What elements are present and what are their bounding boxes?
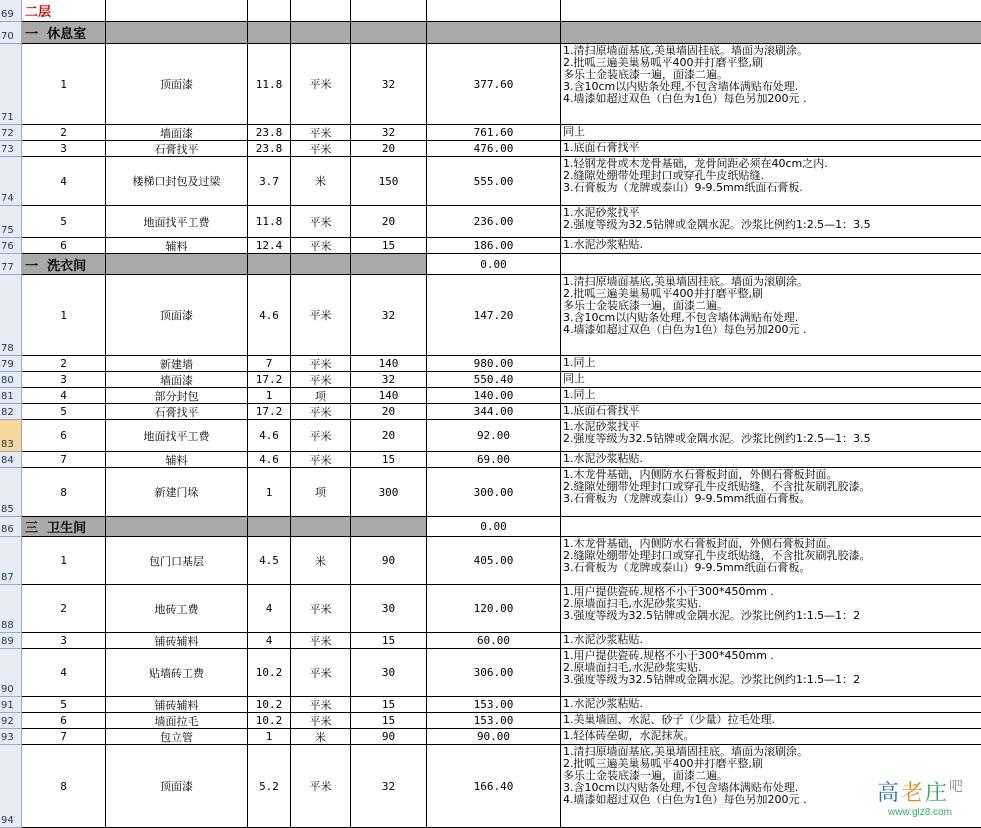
quantity[interactable]: 23.8 [248, 125, 291, 141]
description-line: 多乐士金装底漆一遍，面漆二遍。 [563, 769, 728, 782]
item-number[interactable]: 4 [22, 649, 106, 697]
unit[interactable]: 平米 [291, 275, 351, 356]
amount[interactable]: 147.20 [427, 275, 561, 356]
watermark-logo [861, 776, 979, 818]
section-number: 三 [25, 521, 39, 536]
unit[interactable]: 项 [291, 468, 351, 517]
item-name[interactable]: 贴墙砖工费 [106, 649, 248, 697]
amount[interactable]: 153.00 [427, 713, 561, 729]
amount[interactable]: 60.00 [427, 633, 561, 649]
unit-price[interactable]: 32 [351, 275, 427, 356]
unit-price[interactable]: 300 [351, 468, 427, 517]
quantity[interactable]: 12.4 [248, 238, 291, 254]
amount[interactable]: 550.40 [427, 372, 561, 388]
quantity[interactable]: 1 [248, 468, 291, 517]
description[interactable] [561, 697, 981, 713]
description-line: 2.缝隙处绷带处理封口或穿孔牛皮纸贴缝. [563, 169, 764, 182]
table-row [0, 420, 981, 452]
amount[interactable]: 69.00 [427, 452, 561, 468]
table-row [0, 729, 981, 745]
table-row [0, 517, 981, 537]
amount[interactable]: 236.00 [427, 206, 561, 238]
item-name[interactable]: 铺砖辅料 [106, 633, 248, 649]
item-number[interactable]: 2 [22, 125, 106, 141]
description-line: 1.清扫原墙面基底,美巢墙固挂底。墙面为滚刷涂。 [563, 275, 808, 288]
unit[interactable]: 项 [291, 388, 351, 404]
amount[interactable]: 476.00 [427, 141, 561, 157]
item-number[interactable]: 3 [22, 141, 106, 157]
item-name[interactable]: 地面找平工费 [106, 420, 248, 452]
unit-price[interactable]: 90 [351, 729, 427, 745]
unit-price[interactable]: 20 [351, 141, 427, 157]
section-name: 卫生间 [47, 521, 87, 536]
item-number[interactable]: 5 [22, 404, 106, 420]
empty-cell[interactable] [106, 517, 248, 537]
row-header[interactable]: 69 [0, 0, 22, 22]
description-line: 3.强度等级为32.5钻牌或金隅水泥。沙浆比例约1:1.5—1：2 [563, 609, 861, 622]
table-row [0, 585, 981, 633]
unit[interactable]: 平米 [291, 745, 351, 828]
quantity[interactable]: 10.2 [248, 713, 291, 729]
unit[interactable]: 平米 [291, 633, 351, 649]
quantity[interactable]: 4.6 [248, 420, 291, 452]
unit[interactable]: 平米 [291, 238, 351, 254]
quantity[interactable]: 17.2 [248, 372, 291, 388]
description[interactable] [561, 238, 981, 254]
item-number[interactable]: 3 [22, 372, 106, 388]
item-name[interactable]: 楼梯口封包及过梁 [106, 157, 248, 206]
section-total[interactable]: 0.00 [427, 254, 561, 275]
unit-price[interactable]: 32 [351, 372, 427, 388]
item-number[interactable]: 6 [22, 713, 106, 729]
quantity[interactable]: 7 [248, 356, 291, 372]
description[interactable] [561, 141, 981, 157]
item-number[interactable]: 3 [22, 633, 106, 649]
description-line: 1.水泥沙浆粘贴. [563, 452, 643, 465]
amount[interactable]: 153.00 [427, 697, 561, 713]
section-name: 休息室 [47, 27, 87, 42]
row-header[interactable]: 91 [0, 697, 22, 713]
description[interactable] [561, 206, 981, 238]
unit-price[interactable]: 15 [351, 697, 427, 713]
description[interactable] [561, 372, 981, 388]
amount[interactable]: 300.00 [427, 468, 561, 517]
description-line: 3.石膏板为（龙牌或泰山）9-9.5mm纸面石膏板。 [563, 492, 811, 505]
amount[interactable]: 377.60 [427, 44, 561, 125]
item-number[interactable]: 4 [22, 388, 106, 404]
unit[interactable]: 平米 [291, 44, 351, 125]
item-name[interactable]: 墙面漆 [106, 372, 248, 388]
floor-title[interactable]: 二层 [22, 0, 106, 22]
description[interactable] [561, 537, 981, 585]
row-header[interactable]: 74 [0, 157, 22, 206]
table-row [0, 22, 981, 44]
empty-cell[interactable] [106, 254, 248, 275]
row-header[interactable]: 86 [0, 517, 22, 537]
unit[interactable]: 平米 [291, 125, 351, 141]
description-line: 1.美巢墙固、水泥、砂子（少量）拉毛处理. [563, 713, 775, 726]
unit-price[interactable]: 32 [351, 125, 427, 141]
unit[interactable]: 平米 [291, 649, 351, 697]
quantity[interactable]: 17.2 [248, 404, 291, 420]
description-line: 2.原墙面扫毛,水泥砂浆实贴. [563, 661, 702, 674]
description-line: 2.缝隙处绷带处理封口或穿孔牛皮纸贴缝，不含批灰刷乳胶漆。 [563, 480, 871, 493]
description-line: 3.含10cm以内贴条处理,不包含墙体满贴布处理. [563, 781, 799, 794]
description-line: 1.水泥砂浆找平 [563, 206, 640, 219]
description[interactable] [561, 125, 981, 141]
description-line: 2.原墙面扫毛,水泥砂浆实贴. [563, 597, 702, 610]
description-line: 1.木龙骨基础，内侧防水石膏板封面，外侧石膏板封面。 [563, 468, 838, 481]
row-header[interactable]: 87 [0, 537, 22, 585]
item-name[interactable]: 新建墙 [106, 356, 248, 372]
item-name[interactable]: 地面找平工费 [106, 206, 248, 238]
quantity[interactable]: 4 [248, 585, 291, 633]
empty-cell[interactable] [561, 0, 981, 22]
unit-price[interactable]: 15 [351, 238, 427, 254]
empty-cell[interactable] [248, 0, 291, 22]
section-title[interactable] [22, 517, 106, 537]
table-row [0, 125, 981, 141]
unit[interactable]: 平米 [291, 713, 351, 729]
description-line: 多乐士金装底漆一遍，面漆二遍。 [563, 68, 728, 81]
amount[interactable]: 306.00 [427, 649, 561, 697]
description[interactable] [561, 468, 981, 517]
description[interactable] [561, 649, 981, 697]
item-name[interactable]: 顶面漆 [106, 44, 248, 125]
description[interactable] [561, 275, 981, 356]
description[interactable] [561, 388, 981, 404]
item-name[interactable]: 地砖工费 [106, 585, 248, 633]
description-line: 1.用户提供瓷砖.规格不小于300*450mm . [563, 649, 774, 662]
unit[interactable]: 平米 [291, 404, 351, 420]
row-header[interactable]: 88 [0, 585, 22, 633]
description-line: 1.底面石膏找平 [563, 141, 640, 154]
table-row [0, 697, 981, 713]
section-name: 洗衣间 [47, 258, 87, 274]
description[interactable] [561, 356, 981, 372]
item-number[interactable]: 7 [22, 729, 106, 745]
unit[interactable]: 米 [291, 729, 351, 745]
item-number[interactable]: 5 [22, 697, 106, 713]
description-line: 2.强度等级为32.5钻牌或金隅水泥。沙浆比例约1:2.5—1：3.5 [563, 432, 871, 445]
quantity[interactable]: 4.6 [248, 452, 291, 468]
table-row [0, 44, 981, 125]
section-total[interactable] [427, 22, 561, 44]
item-number[interactable]: 8 [22, 745, 106, 828]
item-name[interactable]: 石膏找平 [106, 404, 248, 420]
description-line: 1.水泥砂浆找平 [563, 420, 640, 433]
description[interactable] [561, 44, 981, 125]
unit[interactable]: 平米 [291, 697, 351, 713]
quantity[interactable]: 5.2 [248, 745, 291, 828]
row-header[interactable]: 92 [0, 713, 22, 729]
amount[interactable]: 90.00 [427, 729, 561, 745]
description-line: 1.水泥沙浆粘贴. [563, 238, 643, 251]
unit-price[interactable]: 90 [351, 537, 427, 585]
quantity[interactable]: 23.8 [248, 141, 291, 157]
description-line: 2.缝隙处绷带处理封口或穿孔牛皮纸贴缝，不含批灰刷乳胶漆。 [563, 549, 871, 562]
unit-price[interactable]: 30 [351, 585, 427, 633]
quantity[interactable]: 3.7 [248, 157, 291, 206]
row-header[interactable]: 89 [0, 633, 22, 649]
empty-cell[interactable] [561, 254, 981, 275]
description-line: 1.水泥沙浆粘贴. [563, 697, 643, 710]
empty-cell[interactable] [248, 22, 291, 44]
description-line: 3.含10cm以内贴条处理,不包含墙体满贴布处理. [563, 311, 799, 324]
empty-cell[interactable] [291, 0, 351, 22]
item-name[interactable]: 顶面漆 [106, 745, 248, 828]
empty-cell[interactable] [427, 0, 561, 22]
item-name[interactable]: 铺砖辅料 [106, 697, 248, 713]
row-header[interactable]: 75 [0, 206, 22, 238]
section-title[interactable] [22, 22, 106, 44]
description-line: 1.同上 [563, 356, 596, 369]
unit-price[interactable]: 15 [351, 452, 427, 468]
item-name[interactable]: 包门口基层 [106, 537, 248, 585]
table-row [0, 0, 981, 22]
item-number[interactable]: 1 [22, 275, 106, 356]
empty-cell[interactable] [291, 254, 351, 275]
item-name[interactable]: 辅料 [106, 238, 248, 254]
table-row [0, 537, 981, 585]
table-row [0, 745, 981, 828]
row-header[interactable]: 78 [0, 275, 22, 356]
item-name[interactable]: 辅料 [106, 452, 248, 468]
table-row [0, 633, 981, 649]
description-line: 1.同上 [563, 388, 596, 401]
table-row [0, 275, 981, 356]
item-number[interactable]: 2 [22, 356, 106, 372]
quantity[interactable]: 10.2 [248, 697, 291, 713]
unit-price[interactable]: 20 [351, 206, 427, 238]
empty-cell[interactable] [248, 517, 291, 537]
empty-cell[interactable] [248, 254, 291, 275]
empty-cell[interactable] [106, 22, 248, 44]
item-number[interactable]: 8 [22, 468, 106, 517]
description-line: 4.墙漆如超过双色（白色为1色）每色另加200元 . [563, 323, 807, 336]
amount[interactable]: 186.00 [427, 238, 561, 254]
table-row [0, 238, 981, 254]
amount[interactable]: 405.00 [427, 537, 561, 585]
unit[interactable]: 平米 [291, 206, 351, 238]
description-line: 1.清扫原墙面基底,美巢墙固挂底。墙面为滚刷涂。 [563, 44, 808, 57]
description-line: 2.批呱三遍美巢易呱平400并打磨平整,刷 [563, 56, 763, 69]
table-row [0, 404, 981, 420]
unit-price[interactable]: 140 [351, 356, 427, 372]
description-line: 1.轻钢龙骨或木龙骨基础，龙骨间距必须在40cm之内. [563, 157, 828, 170]
unit-price[interactable]: 20 [351, 420, 427, 452]
row-header[interactable]: 70 [0, 22, 22, 44]
description-line: 2.批呱三遍美巢易呱平400并打磨平整,刷 [563, 757, 763, 770]
quantity[interactable]: 11.8 [248, 44, 291, 125]
description[interactable] [561, 157, 981, 206]
row-header[interactable]: 90 [0, 649, 22, 697]
row-header[interactable]: 84 [0, 452, 22, 468]
description-line: 3.石膏板为（龙牌或泰山）9-9.5mm纸面石膏板。 [563, 561, 811, 574]
item-name[interactable]: 新建门垛 [106, 468, 248, 517]
table-row [0, 649, 981, 697]
description-line: 2.强度等级为32.5钻牌或金隅水泥。沙浆比例约1:2.5—1：3.5 [563, 218, 871, 231]
empty-cell[interactable] [351, 254, 427, 275]
quantity[interactable]: 4.6 [248, 275, 291, 356]
table-row [0, 254, 981, 275]
row-header[interactable]: 71 [0, 44, 22, 125]
quantity[interactable]: 1 [248, 388, 291, 404]
row-header[interactable]: 77 [0, 254, 22, 275]
description[interactable] [561, 713, 981, 729]
row-header[interactable]: 85 [0, 468, 22, 517]
description-line: 4.墙漆如超过双色（白色为1色）每色另加200元 . [563, 793, 807, 806]
unit-price[interactable]: 32 [351, 44, 427, 125]
amount[interactable]: 120.00 [427, 585, 561, 633]
description-line: 3.强度等级为32.5钻牌或金隅水泥。沙浆比例约1:1.5—1：2 [563, 673, 861, 686]
row-header[interactable]: 76 [0, 238, 22, 254]
description-line: 4.墙漆如超过双色（白色为1色）每色另加200元 . [563, 92, 807, 105]
description-line: 多乐士金装底漆一遍，面漆二遍。 [563, 299, 728, 312]
table-row [0, 356, 981, 372]
unit[interactable]: 平米 [291, 585, 351, 633]
description-line: 1.底面石膏找平 [563, 404, 640, 417]
unit-price[interactable]: 15 [351, 713, 427, 729]
description-line: 同上 [563, 125, 585, 138]
section-title[interactable] [22, 254, 106, 275]
empty-cell[interactable] [351, 22, 427, 44]
description-line: 3.石膏板为（龙牌或泰山）9-9.5mm纸面石膏板. [563, 181, 803, 194]
unit[interactable]: 平米 [291, 356, 351, 372]
description[interactable] [561, 729, 981, 745]
row-header[interactable]: 79 [0, 356, 22, 372]
description[interactable] [561, 404, 981, 420]
watermark-char: 老 [900, 781, 923, 806]
table-row [0, 468, 981, 517]
quantity[interactable]: 11.8 [248, 206, 291, 238]
watermark-char: 庄 [925, 781, 948, 806]
row-header[interactable]: 94 [0, 745, 22, 828]
description-line: 同上 [563, 372, 585, 385]
description-line: 1.木龙骨基础，内侧防水石膏板封面，外侧石膏板封面。 [563, 537, 838, 550]
unit-price[interactable]: 140 [351, 388, 427, 404]
description-line: 1.轻体砖垒砌，水泥抹灰。 [563, 729, 695, 742]
row-header[interactable]: 83 [0, 420, 22, 452]
empty-cell[interactable] [561, 517, 981, 537]
row-header[interactable]: 82 [0, 404, 22, 420]
item-number[interactable]: 7 [22, 452, 106, 468]
amount[interactable]: 92.00 [427, 420, 561, 452]
unit[interactable]: 平米 [291, 372, 351, 388]
empty-cell[interactable] [561, 22, 981, 44]
unit-price[interactable]: 150 [351, 157, 427, 206]
section-number: 一 [25, 27, 39, 42]
table-row [0, 141, 981, 157]
table-row [0, 713, 981, 729]
unit-price[interactable]: 32 [351, 745, 427, 828]
empty-cell[interactable] [106, 0, 248, 22]
item-number[interactable]: 1 [22, 44, 106, 125]
quantity[interactable]: 1 [248, 729, 291, 745]
description-line: 1.用户提供瓷砖.规格不小于300*450mm . [563, 585, 774, 598]
quantity[interactable]: 4.5 [248, 537, 291, 585]
amount[interactable]: 166.40 [427, 745, 561, 828]
amount[interactable]: 555.00 [427, 157, 561, 206]
empty-cell[interactable] [351, 0, 427, 22]
amount[interactable]: 980.00 [427, 356, 561, 372]
unit[interactable]: 米 [291, 157, 351, 206]
row-header[interactable]: 73 [0, 141, 22, 157]
item-number[interactable]: 2 [22, 585, 106, 633]
description-line: 1.水泥沙浆粘贴. [563, 633, 643, 646]
unit[interactable]: 平米 [291, 420, 351, 452]
section-total[interactable]: 0.00 [427, 517, 561, 537]
amount[interactable]: 761.60 [427, 125, 561, 141]
item-number[interactable]: 6 [22, 420, 106, 452]
item-number[interactable]: 1 [22, 537, 106, 585]
empty-cell[interactable] [291, 517, 351, 537]
row-header[interactable]: 80 [0, 372, 22, 388]
description[interactable] [561, 420, 981, 452]
row-header[interactable]: 81 [0, 388, 22, 404]
unit[interactable]: 平米 [291, 141, 351, 157]
empty-cell[interactable] [291, 22, 351, 44]
item-name[interactable]: 墙面拉毛 [106, 713, 248, 729]
item-name[interactable]: 包立管 [106, 729, 248, 745]
description[interactable] [561, 452, 981, 468]
description[interactable] [561, 585, 981, 633]
unit[interactable]: 米 [291, 537, 351, 585]
watermark-char: 吧 [949, 779, 964, 795]
unit[interactable]: 平米 [291, 452, 351, 468]
unit-price[interactable]: 20 [351, 404, 427, 420]
item-number[interactable]: 5 [22, 206, 106, 238]
amount[interactable]: 344.00 [427, 404, 561, 420]
item-name[interactable]: 部分封包 [106, 388, 248, 404]
item-number[interactable]: 6 [22, 238, 106, 254]
table-row [0, 388, 981, 404]
description[interactable] [561, 633, 981, 649]
item-name[interactable]: 顶面漆 [106, 275, 248, 356]
description-line: 1.清扫原墙面基底,美巢墙固挂底。墙面为滚刷涂。 [563, 745, 808, 758]
table-row [0, 452, 981, 468]
table-row [0, 372, 981, 388]
item-number[interactable]: 4 [22, 157, 106, 206]
unit-price[interactable]: 15 [351, 633, 427, 649]
watermark-url: www.glz8.com [888, 807, 952, 818]
description-line: 3.含10cm以内贴条处理,不包含墙体满贴布处理. [563, 80, 799, 93]
section-number: 一 [25, 258, 39, 274]
table-row [0, 206, 981, 238]
table-row [0, 157, 981, 206]
quantity[interactable]: 10.2 [248, 649, 291, 697]
row-header[interactable]: 72 [0, 125, 22, 141]
empty-cell[interactable] [351, 517, 427, 537]
watermark-char: 高 [876, 781, 899, 806]
row-header[interactable]: 93 [0, 729, 22, 745]
quantity[interactable]: 4 [248, 633, 291, 649]
unit-price[interactable]: 30 [351, 649, 427, 697]
amount[interactable]: 140.00 [427, 388, 561, 404]
item-name[interactable]: 石膏找平 [106, 141, 248, 157]
item-name[interactable]: 墙面漆 [106, 125, 248, 141]
description-line: 2.批呱三遍美巢易呱平400并打磨平整,刷 [563, 287, 763, 300]
